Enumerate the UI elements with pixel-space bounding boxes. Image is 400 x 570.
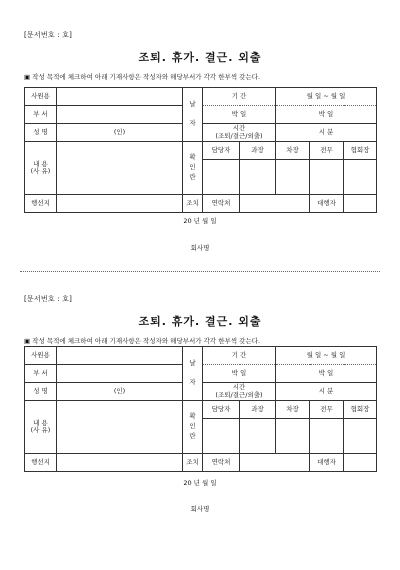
period-label: 기 간 (203, 347, 276, 365)
signature-box[interactable] (276, 419, 310, 454)
contact-field[interactable] (240, 454, 310, 472)
days-field[interactable]: 박 일 (276, 365, 377, 383)
date-line: 20 년 월 일 (183, 479, 217, 487)
approver-label: 담당자 (203, 142, 240, 160)
period-label: 기 간 (203, 88, 276, 106)
content-field[interactable] (57, 401, 183, 454)
period-field[interactable]: 월 일 ~ 월 일 (276, 88, 377, 106)
content-field[interactable] (57, 142, 183, 195)
form-title: 조퇴. 휴가. 결근. 외출 (138, 51, 262, 64)
approver-label: 협회장 (344, 401, 377, 419)
signature-box[interactable] (276, 160, 310, 195)
approver-label: 차장 (276, 401, 310, 419)
signature-box[interactable] (310, 419, 344, 454)
leave-form-table (24, 346, 377, 472)
date-column-label: 날 자 (183, 347, 203, 401)
signature-box[interactable] (203, 419, 240, 454)
company-name: 회사명 (190, 505, 210, 513)
name-field[interactable] (57, 383, 183, 401)
form-note: ▣ 작성 목적에 체크하여 아래 기재사항은 작성자와 해당부서가 각각 한부씩 갖는다. (24, 337, 261, 345)
destination-label: 행선지 (25, 195, 57, 213)
substitute-field[interactable] (344, 454, 377, 472)
approver-label: 과장 (240, 401, 276, 419)
date-line: 20 년 월 일 (183, 217, 217, 225)
signature-box[interactable] (310, 160, 344, 195)
substitute-label: 대행자 (310, 195, 344, 213)
department-field[interactable] (57, 106, 183, 124)
leave-form-lower (0, 286, 400, 561)
time-label: 시간 (조퇴/결근/외출) (203, 383, 276, 401)
department-label: 부 서 (25, 106, 57, 124)
signature-box[interactable] (203, 160, 240, 195)
employee-no-label: 사원용 (25, 88, 57, 106)
employee-no-field[interactable] (57, 88, 183, 106)
signature-box[interactable] (240, 419, 276, 454)
contact-label: 연락처 (203, 195, 240, 213)
signature-box[interactable] (344, 419, 377, 454)
employee-no-label: 사원용 (25, 347, 57, 365)
approver-label: 과장 (240, 142, 276, 160)
signature-box[interactable] (240, 160, 276, 195)
department-field[interactable] (57, 365, 183, 383)
destination-label: 행선지 (25, 454, 57, 472)
name-label: 성 명 (25, 124, 57, 142)
action-label: 조치 (183, 195, 203, 213)
cut-line-divider (20, 271, 380, 272)
document-number: [문서번호 : 호] (24, 295, 73, 303)
days-label: 박 일 (203, 106, 276, 124)
period-field[interactable]: 월 일 ~ 월 일 (276, 347, 377, 365)
contact-label: 연락처 (203, 454, 240, 472)
seal-mark: (인) (113, 127, 126, 136)
employee-no-field[interactable] (57, 347, 183, 365)
substitute-field[interactable] (344, 195, 377, 213)
time-field[interactable]: 시 분 (276, 383, 377, 401)
substitute-label: 대행자 (310, 454, 344, 472)
signature-box[interactable] (344, 160, 377, 195)
approver-label: 차장 (276, 142, 310, 160)
approver-label: 담당자 (203, 401, 240, 419)
form-note: ▣ 작성 목적에 체크하여 아래 기재사항은 작성자와 해당부서가 각각 한부씩 갖는다. (24, 73, 261, 81)
form-title: 조퇴. 휴가. 결근. 외출 (138, 315, 262, 328)
name-label: 성 명 (25, 383, 57, 401)
approver-label: 전무 (310, 142, 344, 160)
confirm-label: 확 인 란 (183, 142, 203, 195)
confirm-label: 확 인 란 (183, 401, 203, 454)
contact-field[interactable] (240, 195, 310, 213)
leave-form-upper (0, 0, 400, 275)
destination-field[interactable] (57, 454, 183, 472)
time-label: 시간 (조퇴/결근/외출) (203, 124, 276, 142)
days-label: 박 일 (203, 365, 276, 383)
company-name: 회사명 (190, 244, 210, 252)
approver-label: 협회장 (344, 142, 377, 160)
time-field[interactable]: 시 분 (276, 124, 377, 142)
destination-field[interactable] (57, 195, 183, 213)
leave-form-table (24, 87, 377, 213)
date-column-label: 날 자 (183, 88, 203, 142)
action-label: 조치 (183, 454, 203, 472)
approver-label: 전무 (310, 401, 344, 419)
document-number: [문서번호 : 호] (24, 31, 73, 39)
seal-mark: (인) (113, 386, 126, 395)
department-label: 부 서 (25, 365, 57, 383)
name-field[interactable] (57, 124, 183, 142)
days-field[interactable]: 박 일 (276, 106, 377, 124)
content-label: 내 용 (사 유) (25, 401, 57, 454)
content-label: 내 용 (사 유) (25, 142, 57, 195)
